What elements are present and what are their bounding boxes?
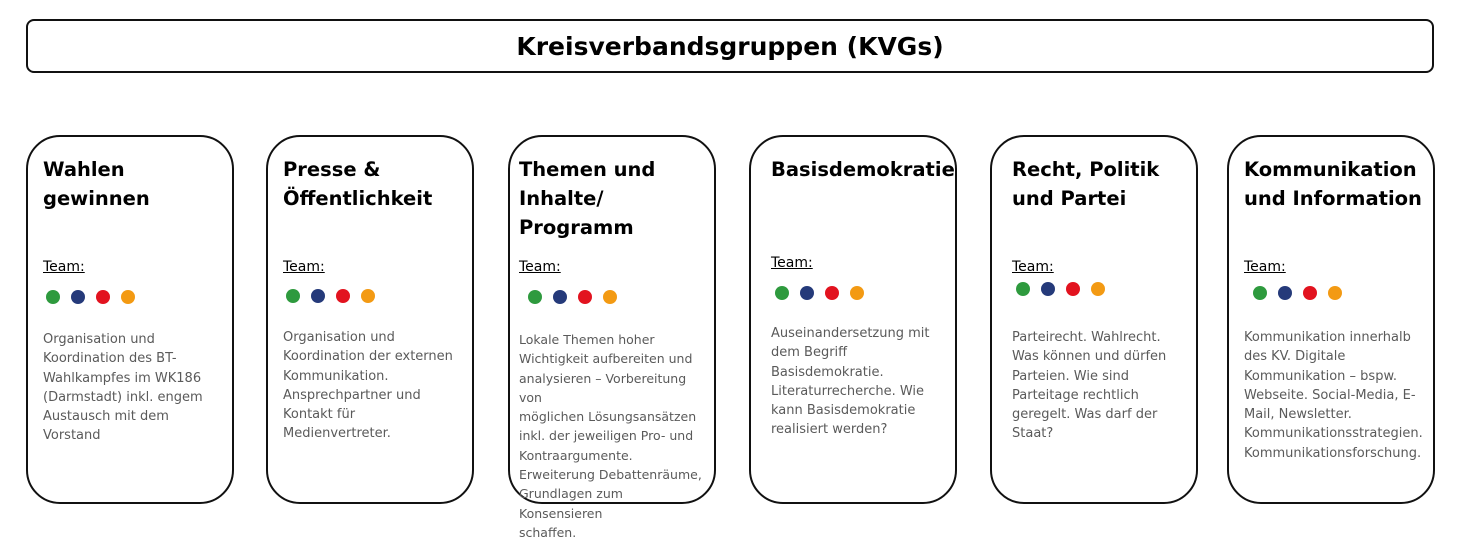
card-title: Themen und Inhalte/ Programm — [519, 158, 656, 239]
team-label: Team: — [1012, 259, 1054, 275]
team-dot-green — [286, 289, 300, 303]
card-description: Auseinandersetzung mit dem Begriff Basisdemokratie. Literaturrecherche. Wie kann Basisdemokratie realisiert werden? — [771, 326, 930, 438]
team-label: Team: — [43, 259, 85, 275]
team-dot-red — [1066, 282, 1080, 296]
team-dot-orange — [603, 290, 617, 304]
team-dot-blue — [311, 289, 325, 303]
card-description: Lokale Themen hoher Wichtigkeit aufbereiten und analysieren – Vorbereitung von möglichen Lösungsansätzen inkl. der jeweiligen Pro- und Kontraargumente. Erweiterung Debattenräume, Grundlagen zum Konsensieren schaffen. — [519, 332, 702, 540]
team-dot-green — [1253, 286, 1267, 300]
team-label: Team: — [519, 259, 561, 275]
title-box — [26, 19, 1434, 73]
team-dot-orange — [121, 290, 135, 304]
team-dot-orange — [1328, 286, 1342, 300]
team-dot-orange — [1091, 282, 1105, 296]
team-dot-green — [775, 286, 789, 300]
team-dot-blue — [1041, 282, 1055, 296]
team-dot-orange — [850, 286, 864, 300]
team-label: Team: — [283, 259, 325, 275]
team-dot-red — [336, 289, 350, 303]
card-title: Kommunikation und Information — [1244, 158, 1422, 210]
team-dot-red — [578, 290, 592, 304]
card-title: Presse & Öffentlichkeit — [283, 158, 433, 210]
team-dot-orange — [361, 289, 375, 303]
card-wahlen — [26, 135, 234, 504]
card-themen — [508, 135, 716, 540]
card-basisdemokratie — [749, 135, 957, 504]
team-dot-green — [46, 290, 60, 304]
team-dot-blue — [71, 290, 85, 304]
team-dot-green — [528, 290, 542, 304]
card-description: Organisation und Koordination des BT- Wahlkampfes im WK186 (Darmstadt) inkl. engem Austausch mit dem Vorstand — [43, 332, 203, 444]
card-title: Wahlen gewinnen — [43, 158, 150, 210]
team-dot-blue — [553, 290, 567, 304]
team-dot-red — [96, 290, 110, 304]
card-kommunikation — [1227, 135, 1435, 504]
card-title: Recht, Politik und Partei — [1012, 158, 1160, 210]
card-description: Parteirecht. Wahlrecht. Was können und dürfen Parteien. Wie sind Parteitage rechtlich geregelt. Was darf der Staat? — [1012, 330, 1167, 442]
team-dot-green — [1016, 282, 1030, 296]
team-dot-red — [825, 286, 839, 300]
page-title: Kreisverbandsgruppen (KVGs) — [516, 31, 944, 61]
card-description: Organisation und Koordination der externen Kommunikation. Ansprechpartner und Kontakt für Medienvertreter. — [283, 330, 453, 442]
team-label: Team: — [1244, 259, 1286, 275]
card-recht — [990, 135, 1198, 504]
team-dot-blue — [800, 286, 814, 300]
card-presse — [266, 135, 474, 504]
card-description: Kommunikation innerhalb des KV. Digitale Kommunikation – bspw. Webseite. Social-Media, E- Mail, Newsletter. Kommunikationsstrategien. Kommunikationsforschung. — [1244, 330, 1423, 461]
team-dot-red — [1303, 286, 1317, 300]
card-title: Basisdemokratie — [771, 158, 955, 181]
team-dot-blue — [1278, 286, 1292, 300]
team-label: Team: — [771, 255, 813, 271]
